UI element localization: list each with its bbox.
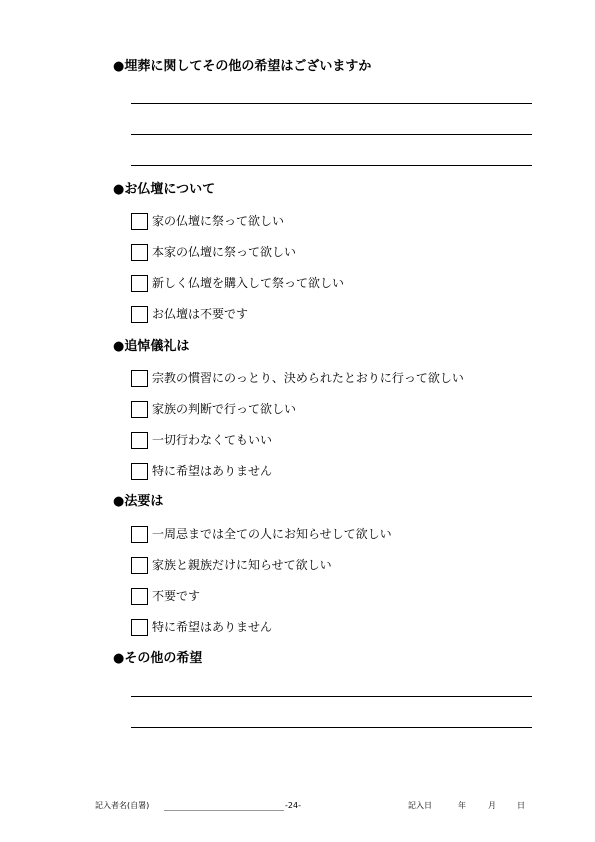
option-label: 本家の仏壇に祭って欲しい [152, 245, 297, 259]
hoyo-option-2[interactable] [131, 556, 332, 574]
writer-name-label: 記入者名(自署) [95, 801, 150, 810]
option-label: 家族の判断で行って欲しい [152, 402, 297, 416]
checkbox[interactable] [131, 370, 148, 387]
day-label: 日 [517, 801, 525, 810]
checkbox[interactable] [131, 432, 148, 449]
checkbox[interactable] [131, 275, 148, 292]
butsudan-option-1[interactable] [131, 212, 284, 230]
checkbox[interactable] [131, 619, 148, 636]
option-label: 新しく仏壇を購入して祭って欲しい [152, 276, 345, 290]
burial-write-line-1[interactable] [131, 103, 532, 104]
butsudan-option-4[interactable] [131, 305, 248, 323]
checkbox[interactable] [131, 213, 148, 230]
option-label: 一周忌までは全ての人にお知らせして欲しい [152, 527, 392, 541]
burial-write-line-3[interactable] [131, 165, 532, 166]
hoyo-heading: ●法要は [113, 494, 164, 509]
checkbox[interactable] [131, 526, 148, 543]
writer-name-field[interactable] [164, 810, 284, 811]
checkbox[interactable] [131, 306, 148, 323]
entry-date-label: 記入日 [408, 801, 432, 810]
option-label: お仏壇は不要です [152, 307, 249, 321]
memorial-rites-option-4[interactable] [131, 462, 272, 480]
hoyo-option-1[interactable] [131, 525, 392, 543]
memorial-rites-option-3[interactable] [131, 431, 272, 449]
other-wishes-heading: ●その他の希望 [113, 651, 203, 666]
memorial-rites-heading: ●追悼儀礼は [113, 339, 190, 354]
page-number: -24- [285, 801, 301, 810]
butsudan-option-2[interactable] [131, 243, 296, 261]
burial-write-line-2[interactable] [131, 134, 532, 135]
memorial-rites-option-2[interactable] [131, 400, 296, 418]
option-label: 特に希望はありません [152, 464, 273, 478]
option-label: 宗教の慣習にのっとり、決められたとおりに行って欲しい [152, 371, 464, 385]
option-label: 家族と親族だけに知らせて欲しい [152, 558, 332, 572]
memorial-rites-option-1[interactable] [131, 369, 464, 387]
checkbox[interactable] [131, 401, 148, 418]
option-label: 特に希望はありません [152, 620, 273, 634]
option-label: 一切行わなくてもいい [152, 433, 273, 447]
butsudan-option-3[interactable] [131, 274, 344, 292]
hoyo-option-3[interactable] [131, 587, 200, 605]
checkbox[interactable] [131, 463, 148, 480]
other-wishes-write-line-1[interactable] [131, 696, 532, 697]
other-wishes-write-line-2[interactable] [131, 727, 532, 728]
month-label: 月 [488, 801, 496, 810]
option-label: 家の仏壇に祭って欲しい [152, 214, 285, 228]
butsudan-heading: ●お仏壇について [113, 182, 216, 197]
option-label: 不要です [152, 589, 201, 603]
checkbox[interactable] [131, 244, 148, 261]
year-label: 年 [458, 801, 466, 810]
burial-heading: ●埋葬に関してその他の希望はございますか [113, 59, 372, 74]
checkbox[interactable] [131, 557, 148, 574]
hoyo-option-4[interactable] [131, 618, 272, 636]
checkbox[interactable] [131, 588, 148, 605]
